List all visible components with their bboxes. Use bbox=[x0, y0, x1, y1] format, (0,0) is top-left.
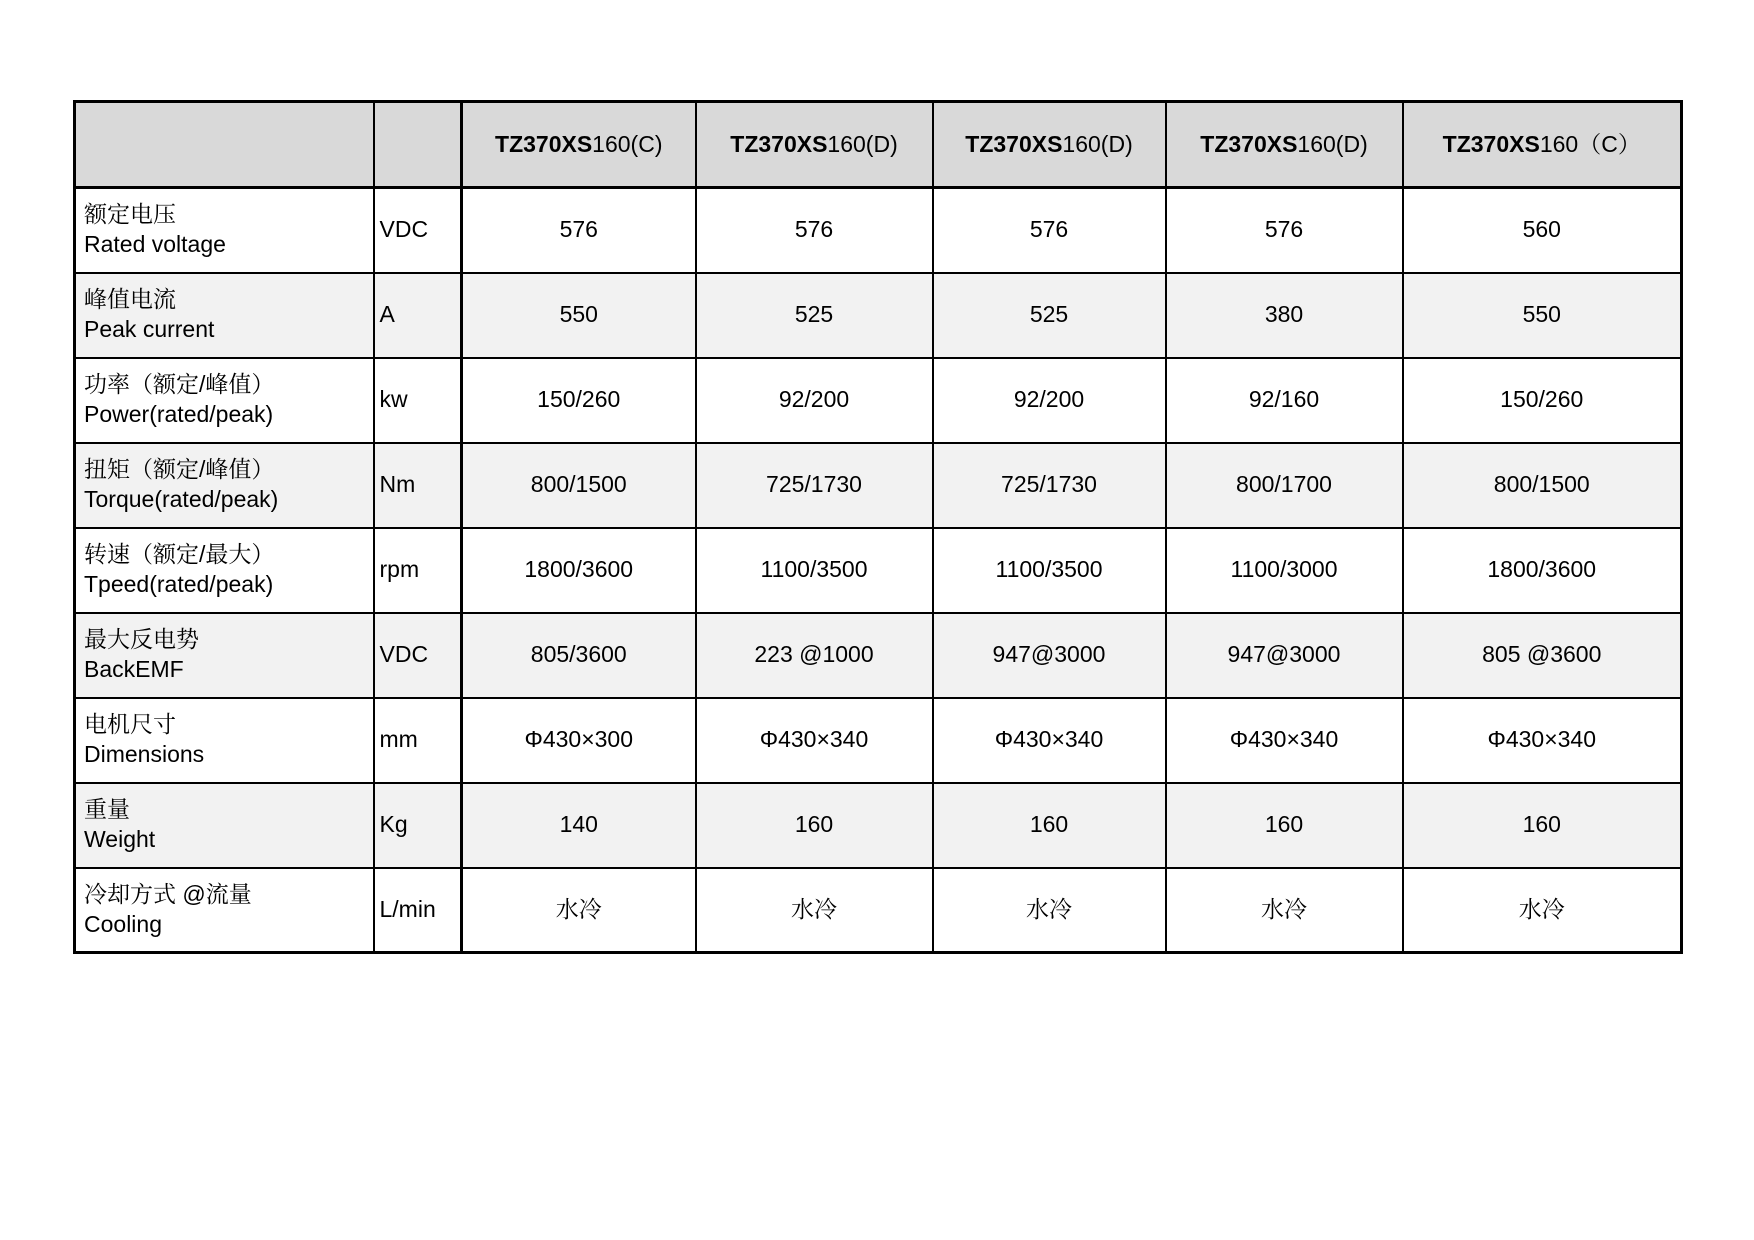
value-cell: 560 bbox=[1403, 188, 1682, 273]
value-cell: 725/1730 bbox=[696, 443, 933, 528]
value-cell: 576 bbox=[696, 188, 933, 273]
header-row bbox=[75, 102, 1682, 188]
value-cell: 92/160 bbox=[1166, 358, 1403, 443]
value-cell: 223 @1000 bbox=[696, 613, 933, 698]
unit-cell: Nm bbox=[374, 443, 462, 528]
value-cell: 1800/3600 bbox=[462, 528, 696, 613]
value-cell: 水冷 bbox=[462, 868, 696, 953]
value-cell: 160 bbox=[933, 783, 1166, 868]
row-label bbox=[75, 868, 374, 953]
unit-cell: mm bbox=[374, 698, 462, 783]
model-name-prefix: TZ370XS bbox=[495, 130, 593, 157]
row-cooling bbox=[75, 868, 1682, 953]
unit-cell: VDC bbox=[374, 188, 462, 273]
row-label-en: Dimensions bbox=[84, 741, 205, 767]
row-label bbox=[75, 698, 374, 783]
row-torque bbox=[75, 443, 1682, 528]
model-name-prefix: TZ370XS bbox=[1200, 130, 1298, 157]
row-speed bbox=[75, 528, 1682, 613]
row-label bbox=[75, 613, 374, 698]
model-header-4 bbox=[1166, 102, 1403, 188]
unit-cell: L/min bbox=[374, 868, 462, 953]
value-cell: Φ430×340 bbox=[696, 698, 933, 783]
row-label-zh: 最大反电势 bbox=[84, 626, 199, 653]
row-label-zh: 电机尺寸 bbox=[84, 711, 176, 738]
value-cell: 160 bbox=[1403, 783, 1682, 868]
value-cell: 725/1730 bbox=[933, 443, 1166, 528]
row-label-en: Power(rated/peak) bbox=[84, 401, 274, 427]
row-label-en: Torque(rated/peak) bbox=[84, 486, 279, 512]
value-cell: Φ430×340 bbox=[1166, 698, 1403, 783]
row-peak-current bbox=[75, 273, 1682, 358]
model-name-prefix: TZ370XS bbox=[730, 130, 828, 157]
row-dimensions bbox=[75, 698, 1682, 783]
model-name-suffix: 160(D) bbox=[1297, 130, 1368, 157]
row-label-zh: 冷却方式 @流量 bbox=[84, 880, 252, 907]
row-label-zh: 峰值电流 bbox=[84, 286, 176, 313]
header-empty-unit bbox=[374, 102, 462, 188]
value-cell: 1100/3500 bbox=[696, 528, 933, 613]
value-cell: 140 bbox=[462, 783, 696, 868]
value-cell: 150/260 bbox=[462, 358, 696, 443]
row-weight bbox=[75, 783, 1682, 868]
row-label-zh: 转速（额定/最大） bbox=[84, 541, 275, 568]
unit-cell: Kg bbox=[374, 783, 462, 868]
header-empty-label bbox=[75, 102, 374, 188]
row-label-zh: 重量 bbox=[84, 796, 130, 823]
model-name-suffix: 160(D) bbox=[827, 130, 898, 157]
value-cell: 1100/3500 bbox=[933, 528, 1166, 613]
value-cell: Φ430×340 bbox=[933, 698, 1166, 783]
value-cell: 380 bbox=[1166, 273, 1403, 358]
value-cell: 92/200 bbox=[696, 358, 933, 443]
value-cell: 800/1500 bbox=[1403, 443, 1682, 528]
value-cell: Φ430×300 bbox=[462, 698, 696, 783]
model-name-prefix: TZ370XS bbox=[965, 130, 1063, 157]
value-cell: 550 bbox=[1403, 273, 1682, 358]
value-cell: 92/200 bbox=[933, 358, 1166, 443]
model-name-prefix: TZ370XS bbox=[1442, 130, 1540, 157]
value-cell: 150/260 bbox=[1403, 358, 1682, 443]
row-label bbox=[75, 443, 374, 528]
row-power bbox=[75, 358, 1682, 443]
row-label-en: Cooling bbox=[84, 910, 162, 937]
value-cell: Φ430×340 bbox=[1403, 698, 1682, 783]
value-cell: 550 bbox=[462, 273, 696, 358]
spec-table bbox=[73, 100, 1683, 954]
unit-cell: kw bbox=[374, 358, 462, 443]
unit-cell: VDC bbox=[374, 613, 462, 698]
model-header-3 bbox=[933, 102, 1166, 188]
model-header-2 bbox=[696, 102, 933, 188]
unit-cell: rpm bbox=[374, 528, 462, 613]
model-name-suffix: 160(D) bbox=[1062, 130, 1133, 157]
value-cell: 947@3000 bbox=[1166, 613, 1403, 698]
value-cell: 水冷 bbox=[1166, 868, 1403, 953]
row-label bbox=[75, 188, 374, 273]
model-name-suffix: 160（C） bbox=[1539, 130, 1641, 157]
row-label-zh: 功率（额定/峰值） bbox=[84, 371, 275, 398]
row-label bbox=[75, 783, 374, 868]
value-cell: 1800/3600 bbox=[1403, 528, 1682, 613]
row-label-zh: 扭矩（额定/峰值） bbox=[84, 456, 275, 483]
value-cell: 576 bbox=[933, 188, 1166, 273]
value-cell: 525 bbox=[933, 273, 1166, 358]
row-label-en: Tpeed(rated/peak) bbox=[84, 571, 274, 597]
row-label bbox=[75, 528, 374, 613]
value-cell: 805/3600 bbox=[462, 613, 696, 698]
value-cell: 水冷 bbox=[696, 868, 933, 953]
value-cell: 800/1500 bbox=[462, 443, 696, 528]
row-rated-voltage bbox=[75, 188, 1682, 273]
row-backemf bbox=[75, 613, 1682, 698]
value-cell: 160 bbox=[696, 783, 933, 868]
row-label-en: Rated voltage bbox=[84, 231, 226, 258]
row-label-zh: 额定电压 bbox=[84, 201, 176, 228]
value-cell: 1100/3000 bbox=[1166, 528, 1403, 613]
value-cell: 525 bbox=[696, 273, 933, 358]
row-label-en: BackEMF bbox=[84, 656, 184, 682]
value-cell: 800/1700 bbox=[1166, 443, 1403, 528]
value-cell: 水冷 bbox=[1403, 868, 1682, 953]
row-label-en: Peak current bbox=[84, 316, 215, 342]
unit-cell: A bbox=[374, 273, 462, 358]
value-cell: 水冷 bbox=[933, 868, 1166, 953]
value-cell: 805 @3600 bbox=[1403, 613, 1682, 698]
value-cell: 947@3000 bbox=[933, 613, 1166, 698]
model-header-1 bbox=[462, 102, 696, 188]
value-cell: 576 bbox=[1166, 188, 1403, 273]
model-header-5 bbox=[1403, 102, 1682, 188]
row-label bbox=[75, 358, 374, 443]
model-name-suffix: 160(C) bbox=[592, 130, 663, 157]
value-cell: 160 bbox=[1166, 783, 1403, 868]
row-label-en: Weight bbox=[84, 826, 156, 852]
value-cell: 576 bbox=[462, 188, 696, 273]
row-label bbox=[75, 273, 374, 358]
